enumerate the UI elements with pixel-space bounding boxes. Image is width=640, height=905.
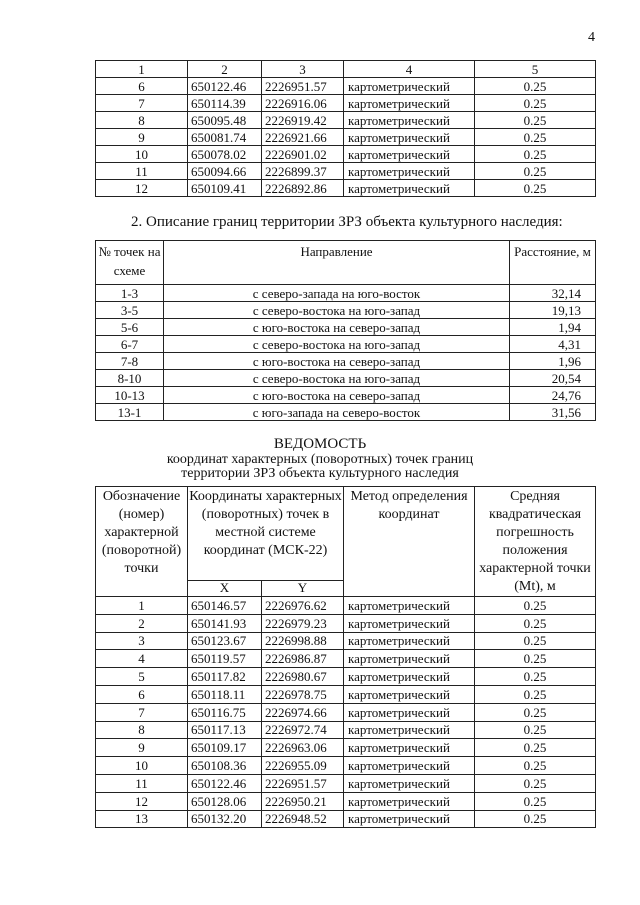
table-cell: 6: [96, 78, 188, 95]
table-cell: 2226901.02: [262, 146, 344, 163]
table-header-row: [96, 61, 596, 78]
table-cell: 3: [96, 632, 188, 650]
table-cell: 7-8: [96, 353, 164, 370]
table-cell: 2226998.88: [262, 632, 344, 650]
table-cell: 2226979.23: [262, 614, 344, 632]
table-row: [96, 632, 596, 650]
header-cell: 5: [475, 61, 596, 78]
table-row: [96, 703, 596, 721]
table-cell: 19,13: [510, 302, 596, 319]
table-cell: 10-13: [96, 387, 164, 404]
table-row: [96, 597, 596, 615]
header-coordinates: Координаты характерных (поворотных) точек в местной системе координат (МСК-22): [188, 487, 344, 581]
header-cell: 2: [188, 61, 262, 78]
table-cell: 2226974.66: [262, 703, 344, 721]
table-cell: картометрический: [344, 146, 475, 163]
table-cell: картометрический: [344, 112, 475, 129]
table-cell: 24,76: [510, 387, 596, 404]
table-cell: 650122.46: [188, 78, 262, 95]
table-cell: 650117.82: [188, 668, 262, 686]
header-designation: Обозначение (номер) характерной (поворотной) точки: [96, 487, 188, 597]
table-row: [96, 387, 596, 404]
table-cell: картометрический: [344, 810, 475, 828]
table-cell: 0.25: [475, 146, 596, 163]
table-cell: 0.25: [475, 129, 596, 146]
coordinates-table: [95, 486, 596, 828]
table-cell: 1-3: [96, 285, 164, 302]
table-cell: картометрический: [344, 632, 475, 650]
table-cell: 650123.67: [188, 632, 262, 650]
table-cell: 2226899.37: [262, 163, 344, 180]
table-cell: 2226976.62: [262, 597, 344, 615]
table-cell: 2226980.67: [262, 668, 344, 686]
table-cell: картометрический: [344, 668, 475, 686]
header-cell: 1: [96, 61, 188, 78]
table-cell: 10: [96, 757, 188, 775]
table-cell: 1: [96, 597, 188, 615]
table-cell: 650119.57: [188, 650, 262, 668]
table-cell: с северо-запада на юго-восток: [164, 285, 510, 302]
table-cell: 0.25: [475, 614, 596, 632]
table-cell: картометрический: [344, 739, 475, 757]
vedomost-subtitle-2: территории ЗРЗ объекта культурного наследия: [181, 466, 459, 481]
table-cell: 2226892.86: [262, 180, 344, 197]
table-cell: 11: [96, 774, 188, 792]
table-cell: 2226950.21: [262, 792, 344, 810]
table-row: [96, 721, 596, 739]
table-cell: 10: [96, 146, 188, 163]
header-cell: 3: [262, 61, 344, 78]
table-cell: 650108.36: [188, 757, 262, 775]
table-cell: 650109.41: [188, 180, 262, 197]
table-cell: картометрический: [344, 650, 475, 668]
table-cell: 650117.13: [188, 721, 262, 739]
section-2-heading: 2. Описание границ территории ЗРЗ объекта культурного наследия:: [131, 214, 563, 230]
table-cell: с юго-востока на северо-запад: [164, 387, 510, 404]
table-cell: с юго-запада на северо-восток: [164, 404, 510, 421]
table-cell: 0.25: [475, 650, 596, 668]
table-row: [96, 810, 596, 828]
table-cell: 0.25: [475, 95, 596, 112]
table-cell: 650118.11: [188, 685, 262, 703]
table-cell: картометрический: [344, 792, 475, 810]
table-cell: 650116.75: [188, 703, 262, 721]
table-cell: 20,54: [510, 370, 596, 387]
table-cell: 650095.48: [188, 112, 262, 129]
table-cell: 650081.74: [188, 129, 262, 146]
table-cell: картометрический: [344, 163, 475, 180]
table-cell: 0.25: [475, 180, 596, 197]
table-cell: 8-10: [96, 370, 164, 387]
table-cell: 650141.93: [188, 614, 262, 632]
vedomost-title: ВЕДОМОСТЬ: [273, 436, 367, 452]
table-cell: 0.25: [475, 721, 596, 739]
table-cell: картометрический: [344, 757, 475, 775]
table-row: [96, 370, 596, 387]
table-cell: картометрический: [344, 614, 475, 632]
table-cell: картометрический: [344, 685, 475, 703]
table-cell: 4,31: [510, 336, 596, 353]
header-method: Метод определения координат: [344, 487, 475, 597]
table-row: [96, 129, 596, 146]
header-cell: 4: [344, 61, 475, 78]
table-cell: картометрический: [344, 95, 475, 112]
table-cell: 650078.02: [188, 146, 262, 163]
table-cell: 32,14: [510, 285, 596, 302]
table-cell: 13: [96, 810, 188, 828]
table-row: [96, 685, 596, 703]
table-row: [96, 78, 596, 95]
table-cell: 9: [96, 129, 188, 146]
table-cell: 6: [96, 685, 188, 703]
table-cell: 9: [96, 739, 188, 757]
table-cell: 0.25: [475, 632, 596, 650]
table-cell: 1,96: [510, 353, 596, 370]
table-cell: 2226919.42: [262, 112, 344, 129]
table-cell: 0.25: [475, 685, 596, 703]
table-cell: 2226963.06: [262, 739, 344, 757]
table-cell: 650094.66: [188, 163, 262, 180]
table-cell: 13-1: [96, 404, 164, 421]
table-cell: 6-7: [96, 336, 164, 353]
table-cell: 7: [96, 703, 188, 721]
table-row: [96, 774, 596, 792]
table-cell: 650146.57: [188, 597, 262, 615]
table-row: [96, 404, 596, 421]
table-cell: 0.25: [475, 774, 596, 792]
table-cell: 4: [96, 650, 188, 668]
table-row: [96, 95, 596, 112]
table-row: [96, 285, 596, 302]
table-cell: картометрический: [344, 129, 475, 146]
table-cell: с юго-востока на северо-запад: [164, 319, 510, 336]
table-cell: с северо-востока на юго-запад: [164, 370, 510, 387]
table-cell: 650132.20: [188, 810, 262, 828]
coordinates-table-continued: [95, 60, 596, 197]
table-cell: 7: [96, 95, 188, 112]
table-row: [96, 319, 596, 336]
header-direction: Направление: [164, 241, 510, 285]
table-cell: картометрический: [344, 78, 475, 95]
header-distance: Расстояние, м: [510, 241, 596, 285]
table-cell: с юго-востока на северо-запад: [164, 353, 510, 370]
table-cell: 12: [96, 180, 188, 197]
table-row: [96, 336, 596, 353]
table-cell: 31,56: [510, 404, 596, 421]
boundary-description-table: [95, 240, 596, 421]
table-cell: 0.25: [475, 757, 596, 775]
table-row: [96, 112, 596, 129]
page-number: 4: [588, 30, 595, 45]
table-cell: 2226951.57: [262, 774, 344, 792]
table-cell: 0.25: [475, 668, 596, 686]
table-cell: с северо-востока на юго-запад: [164, 302, 510, 319]
table-cell: с северо-востока на юго-запад: [164, 336, 510, 353]
table-cell: 0.25: [475, 112, 596, 129]
table-cell: 5: [96, 668, 188, 686]
table-cell: 2226951.57: [262, 78, 344, 95]
vedomost-subtitle-1: координат характерных (поворотных) точек границ: [166, 452, 474, 467]
table-row: [96, 614, 596, 632]
table-row: [96, 302, 596, 319]
table-row: [96, 650, 596, 668]
table-cell: 1,94: [510, 319, 596, 336]
table-header-row: [96, 241, 596, 285]
table-header-row: [96, 487, 596, 581]
table-cell: 3-5: [96, 302, 164, 319]
table-cell: 2226916.06: [262, 95, 344, 112]
table-cell: 8: [96, 112, 188, 129]
table-cell: 0.25: [475, 792, 596, 810]
table-cell: 650109.17: [188, 739, 262, 757]
table-cell: картометрический: [344, 597, 475, 615]
table-row: [96, 757, 596, 775]
table-row: [96, 180, 596, 197]
table-cell: картометрический: [344, 703, 475, 721]
table-cell: 2226972.74: [262, 721, 344, 739]
table-cell: 0.25: [475, 163, 596, 180]
table-cell: 0.25: [475, 810, 596, 828]
table-cell: 2226986.87: [262, 650, 344, 668]
header-points: № точек на схеме: [96, 241, 164, 285]
table-cell: 5-6: [96, 319, 164, 336]
table-row: [96, 739, 596, 757]
header-y: Y: [262, 580, 344, 596]
table-cell: 2226978.75: [262, 685, 344, 703]
table-cell: 0.25: [475, 703, 596, 721]
table-cell: 650122.46: [188, 774, 262, 792]
table-cell: 2226955.09: [262, 757, 344, 775]
table-cell: 11: [96, 163, 188, 180]
table-cell: 2226948.52: [262, 810, 344, 828]
table-cell: 8: [96, 721, 188, 739]
table-cell: 2226921.66: [262, 129, 344, 146]
table-row: [96, 146, 596, 163]
table-cell: 650114.39: [188, 95, 262, 112]
table-row: [96, 792, 596, 810]
table-row: [96, 353, 596, 370]
header-x: X: [188, 580, 262, 596]
header-error: Средняя квадратическая погрешность положения характерной точки (Mt), м: [475, 487, 596, 597]
table-cell: 0.25: [475, 597, 596, 615]
table-cell: 0.25: [475, 739, 596, 757]
table-cell: картометрический: [344, 180, 475, 197]
table-cell: 12: [96, 792, 188, 810]
table-cell: 2: [96, 614, 188, 632]
table-row: [96, 668, 596, 686]
table-cell: картометрический: [344, 721, 475, 739]
table-row: [96, 163, 596, 180]
table-cell: 0.25: [475, 78, 596, 95]
table-cell: картометрический: [344, 774, 475, 792]
table-cell: 650128.06: [188, 792, 262, 810]
